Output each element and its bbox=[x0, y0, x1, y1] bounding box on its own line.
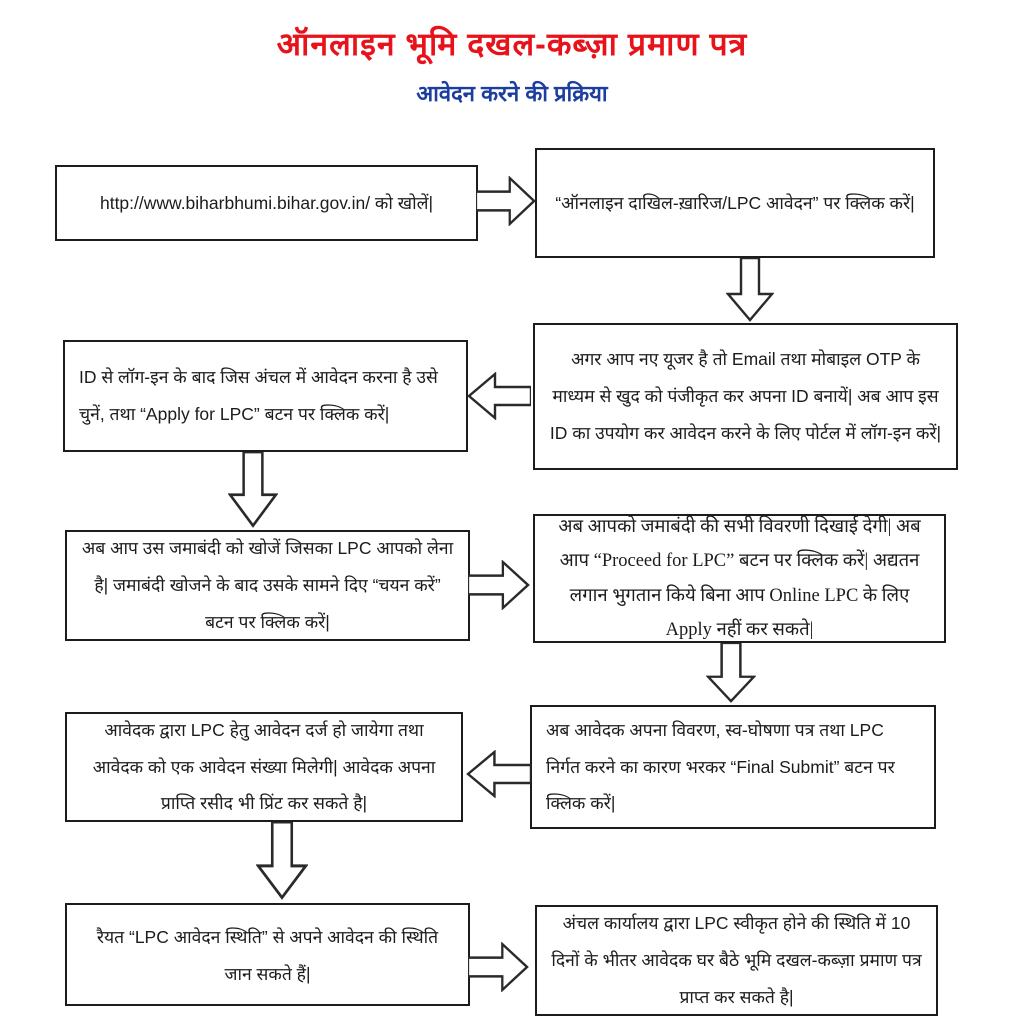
flow-step-search-jamabandi bbox=[65, 530, 470, 641]
arrow-down-icon bbox=[726, 258, 774, 322]
arrow-step6-to-step7 bbox=[706, 643, 756, 703]
arrow-step7-to-step8 bbox=[466, 750, 531, 798]
arrow-down-icon bbox=[256, 822, 308, 900]
arrow-right-icon bbox=[468, 942, 529, 992]
arrow-step4-to-step5 bbox=[228, 452, 278, 528]
arrow-down-icon bbox=[706, 643, 756, 703]
flow-step-receive-certificate-text: अंचल कार्यालय द्वारा LPC स्वीकृत होने की स्थिति में 10 दिनों के भीतर आवेदक घर बैठे भूमि दखल-कब्ज़ा प्रमाण पत्र प्राप्त कर सकते है| bbox=[551, 913, 922, 1007]
flow-step-receive-certificate bbox=[535, 905, 938, 1016]
arrow-right-icon bbox=[476, 176, 536, 226]
flow-step-application-number-text: आवेदक द्वारा LPC हेतु आवेदन दर्ज हो जायेगा तथा आवेदक को एक आवेदन संख्या मिलेगी| आवेदक अपना प्राप्ति रसीद भी प्रिंट कर सकते है| bbox=[92, 719, 436, 814]
page-subtitle: आवेदन करने की प्रक्रिया bbox=[416, 81, 608, 106]
flow-step-click-lpc-link-text: “ऑनलाइन दाखिल-ख़ारिज/LPC आवेदन” पर क्लिक करें| bbox=[555, 192, 915, 213]
flow-step-check-status bbox=[65, 903, 470, 1006]
flow-step-application-number bbox=[65, 712, 463, 822]
flow-step-proceed-for-lpc bbox=[533, 514, 946, 643]
page-title: ऑनलाइन भूमि दखल-कब्ज़ा प्रमाण पत्र bbox=[276, 26, 748, 62]
flow-step-register-login bbox=[533, 323, 958, 470]
flow-step-register-login-text: अगर आप नए यूजर है तो Email तथा मोबाइल OTP के माध्यम से खुद को पंजीकृत कर अपना ID बनायें| अब आप इस ID का उपयोग कर आवेदन करने के लिए पोर्टल में लॉग-इन करें| bbox=[549, 349, 942, 443]
arrow-step2-to-step3 bbox=[726, 258, 774, 322]
flow-step-final-submit bbox=[530, 705, 936, 829]
flow-step-check-status-text: रैयत “LPC आवेदन स्थिति” से अपने आवेदन की स्थिति जान सकते हैं| bbox=[96, 927, 439, 984]
flow-step-final-submit-text: अब आवेदक अपना विवरण, स्व-घोषणा पत्र तथा LPC निर्गत करने का कारण भरकर “Final Submit” बटन पर क्लिक करें| bbox=[546, 719, 895, 814]
arrow-left-icon bbox=[467, 372, 531, 420]
flow-step-select-anchal bbox=[63, 340, 468, 452]
arrow-right-icon bbox=[468, 560, 530, 610]
arrow-step5-to-step6 bbox=[468, 560, 530, 610]
flow-step-click-lpc-link bbox=[535, 148, 935, 258]
flow-step-open-website-text: http://www.biharbhumi.bihar.gov.in/ को खोलें| bbox=[99, 192, 434, 213]
arrow-down-icon bbox=[228, 452, 278, 528]
arrow-step9-to-step10 bbox=[468, 942, 529, 992]
flow-step-proceed-for-lpc-text: अब आपको जमाबंदी की सभी विवरणी दिखाई देगी| अब आप “Proceed for LPC” बटन पर क्लिक करें| अद्यतन लगान भुगतान किये बिना आप Online LPC के लिए Apply नहीं कर सकते| bbox=[558, 517, 921, 640]
arrow-step3-to-step4 bbox=[467, 372, 531, 420]
arrow-step8-to-step9 bbox=[256, 822, 308, 900]
flow-step-select-anchal-text: ID से लॉग-इन के बाद जिस अंचल में आवेदन करना है उसे चुनें, तथा “Apply for LPC” बटन पर क्लिक करें| bbox=[79, 367, 438, 424]
flow-step-search-jamabandi-text: अब आप उस जमाबंदी को खोजें जिसका LPC आपको लेना है| जमाबंदी खोजने के बाद उसके सामने दिए “चयन करें” बटन पर क्लिक करें| bbox=[81, 538, 454, 632]
flow-step-open-website bbox=[55, 165, 478, 241]
arrow-left-icon bbox=[466, 750, 531, 798]
arrow-step1-to-step2 bbox=[476, 176, 536, 226]
